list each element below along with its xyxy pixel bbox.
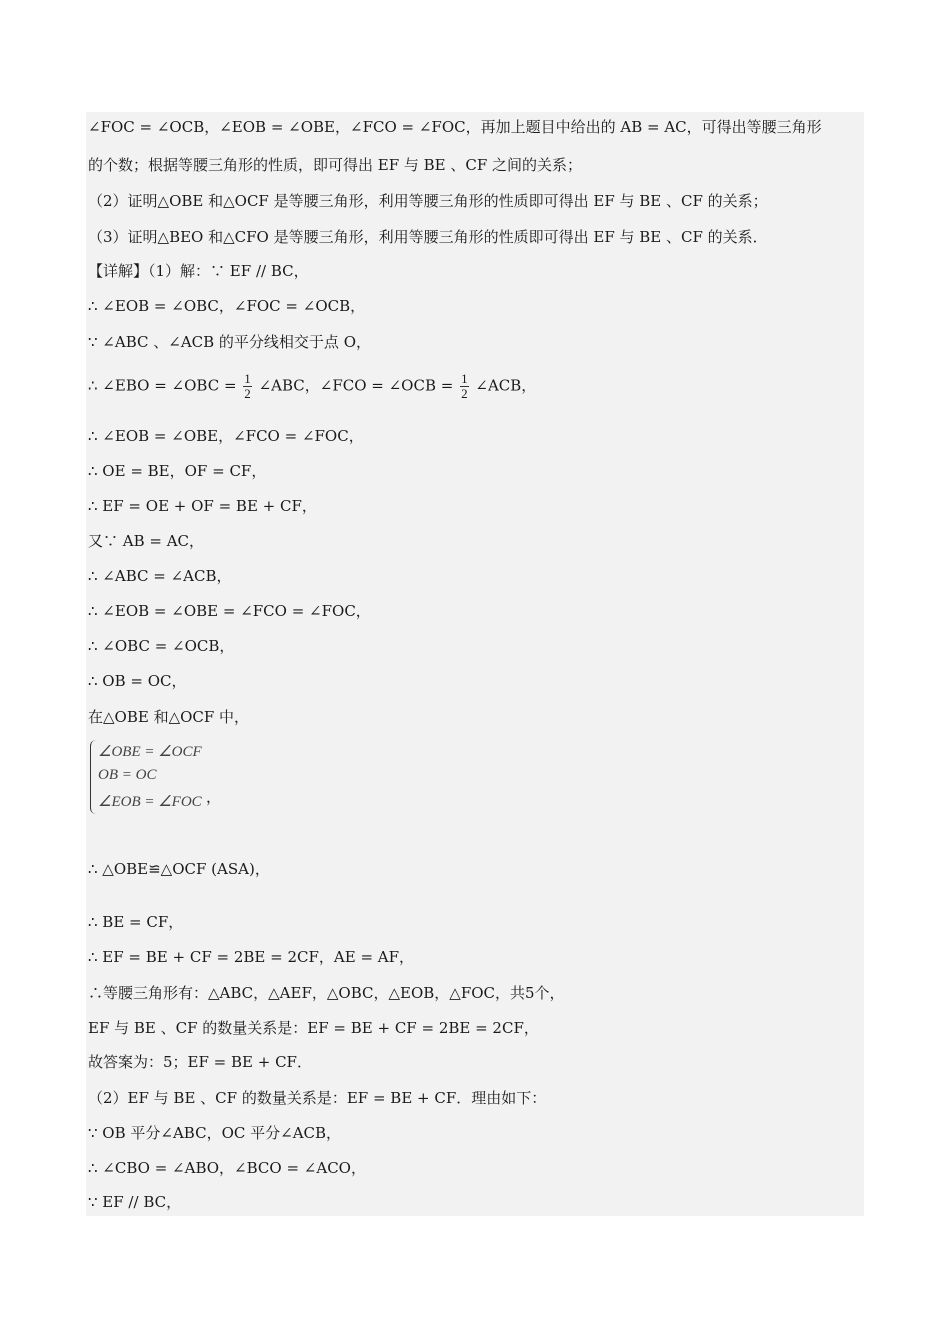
fraction-numerator: 1 (461, 371, 468, 386)
text-line: 又∵ AB = AC， (88, 532, 205, 550)
text-line: ∵ EF // BC， (88, 1193, 182, 1211)
text-line: （2）EF 与 BE 、CF 的数量关系是：EF = BE + CF．理由如下： (88, 1089, 547, 1107)
text-segment: ∴ ∠EBO = ∠OBC = (88, 376, 237, 395)
text-line: ∴ △OBE≌△OCF (ASA)， (88, 860, 270, 878)
fraction-denominator: 2 (244, 386, 251, 401)
text-line: ∴ EF = OE + OF = BE + CF， (88, 497, 317, 515)
text-line: 的个数；根据等腰三角形的性质，即可得出 EF 与 BE 、CF 之间的关系； (88, 156, 583, 174)
text-line: （2）证明△OBE 和△OCF 是等腰三角形，利用等腰三角形的性质即可得出 EF 与 BE 、CF 的关系； (88, 192, 768, 210)
text-line: ∴ ∠ABC = ∠ACB， (88, 567, 232, 585)
text-line: ∴ ∠OBC = ∠OCB， (88, 637, 235, 655)
text-line: ∴等腰三角形有：△ABC，△AEF，△OBC，△EOB，△FOC，共5个， (88, 984, 565, 1002)
text-segment: ∠ACB， (475, 376, 537, 395)
text-line: ∴ OB = OC， (88, 672, 187, 690)
text-line: （3）证明△BEO 和△CFO 是等腰三角形，利用等腰三角形的性质即可得出 EF 与 BE 、CF 的关系． (88, 228, 768, 246)
system-equation: ∠EOB = ∠FOC (98, 794, 202, 810)
text-line: 在△OBE 和△OCF 中， (88, 708, 250, 726)
equation-system-brace (90, 740, 97, 814)
text-line: 故答案为：5；EF = BE + CF． (88, 1053, 312, 1071)
fraction (243, 372, 252, 401)
text-line: 【详解】（1）解：∵ EF // BC， (88, 262, 309, 280)
text-line: ∵ ∠ABC 、∠ACB 的平分线相交于点 O， (88, 333, 371, 351)
text-line: EF 与 BE 、CF 的数量关系是：EF = BE + CF = 2BE = 2CF， (88, 1019, 539, 1037)
text-line: ∵ OB 平分∠ABC，OC 平分∠ACB， (88, 1124, 342, 1142)
system-comma: ， (206, 788, 222, 806)
text-segment: ∠ABC，∠FCO = ∠OCB = (258, 376, 454, 395)
text-line: ∴ ∠CBO = ∠ABO，∠BCO = ∠ACO， (88, 1159, 366, 1177)
fraction-denominator: 2 (461, 386, 468, 401)
text-line: ∴ ∠EOB = ∠OBE = ∠FCO = ∠FOC， (88, 602, 371, 620)
text-line: ∠FOC = ∠OCB，∠EOB = ∠OBE，∠FCO = ∠FOC，再加上题目中给出的 AB = AC，可得出等腰三角形 (88, 118, 822, 136)
fraction (460, 372, 469, 401)
text-line: ∴ ∠EOB = ∠OBE，∠FCO = ∠FOC， (88, 427, 364, 445)
system-equation: OB = OC (98, 767, 157, 783)
text-line: ∴ BE = CF， (88, 913, 184, 931)
text-line: ∴ OE = BE，OF = CF， (88, 462, 267, 480)
system-equation: ∠OBE = ∠OCF (98, 744, 202, 760)
text-line: ∴ EF = BE + CF = 2BE = 2CF，AE = AF， (88, 948, 415, 966)
text-line-fraction (88, 372, 536, 401)
text-line: ∴ ∠EOB = ∠OBC，∠FOC = ∠OCB， (88, 297, 366, 315)
fraction-numerator: 1 (244, 371, 251, 386)
